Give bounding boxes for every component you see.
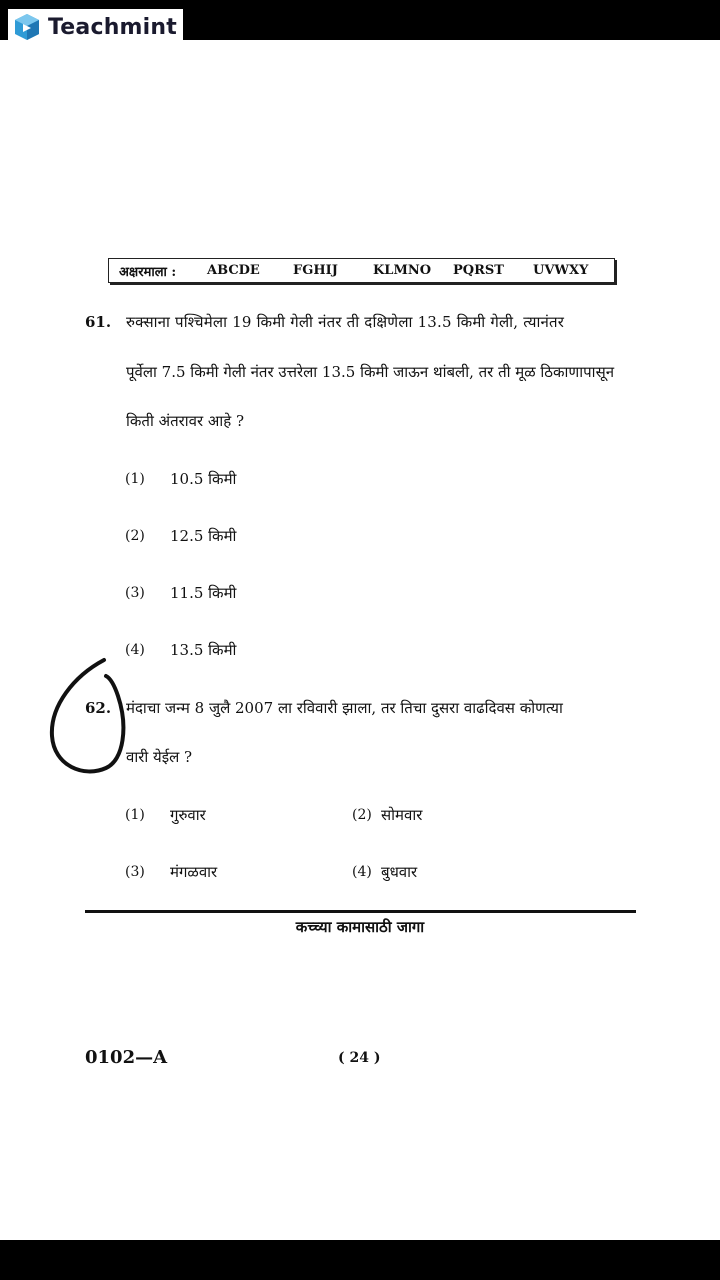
question-61-line: पूर्वेला 7.5 किमी गेली नंतर उत्तरेला 13.5 किमी जाऊन थांबली, तर ती मूळ ठिकाणापासून (126, 363, 615, 381)
option-text: 11.5 किमी (170, 584, 237, 602)
question-61-line: किती अंतरावर आहे ? (126, 412, 244, 430)
option-number: (1) (125, 807, 145, 823)
alphabet-group: FGHIJ (293, 263, 338, 278)
option-text: सोमवार (381, 806, 423, 824)
option-text: 10.5 किमी (170, 470, 237, 488)
option-text: 12.5 किमी (170, 527, 237, 545)
paper-code: 0102—A (85, 1047, 168, 1068)
teachmint-logo (8, 9, 183, 45)
option-number: (2) (125, 528, 145, 544)
page-number: ( 24 ) (338, 1050, 381, 1066)
handwritten-circle-mark (44, 656, 134, 780)
alphabet-group: KLMNO (373, 263, 432, 278)
option-number: (3) (125, 585, 145, 601)
option-number: (4) (352, 864, 372, 880)
bottom-bar (0, 1240, 720, 1280)
option-number: (4) (125, 642, 145, 658)
option-number: (2) (352, 807, 372, 823)
option-number: (1) (125, 471, 145, 487)
alphabet-label: अक्षरमाला : (119, 264, 177, 280)
section-divider (85, 910, 636, 913)
alphabet-box (108, 258, 615, 283)
option-number: (3) (125, 864, 145, 880)
alphabet-group: PQRST (453, 263, 504, 278)
question-62-line: मंदाचा जन्म 8 जुलै 2007 ला रविवारी झाला, तर तिचा दुसरा वाढदिवस कोणत्या (126, 699, 563, 717)
question-62-line: वारी येईल ? (126, 748, 193, 766)
option-text: गुरुवार (170, 806, 206, 824)
option-text: बुधवार (381, 863, 418, 881)
brand-name: Teachmint (48, 14, 177, 40)
option-text: 13.5 किमी (170, 641, 237, 659)
question-61-number: 61. (85, 313, 112, 331)
question-62-number: 62. (85, 699, 112, 717)
question-61-line: रुक्साना पश्चिमेला 19 किमी गेली नंतर ती दक्षिणेला 13.5 किमी गेली, त्यानंतर (126, 313, 565, 331)
rough-work-label: कच्च्या कामासाठी जागा (295, 918, 425, 936)
alphabet-group: ABCDE (207, 263, 260, 278)
teachmint-logo-icon (12, 12, 42, 42)
alphabet-group: UVWXY (533, 263, 589, 278)
option-text: मंगळवार (170, 863, 218, 881)
